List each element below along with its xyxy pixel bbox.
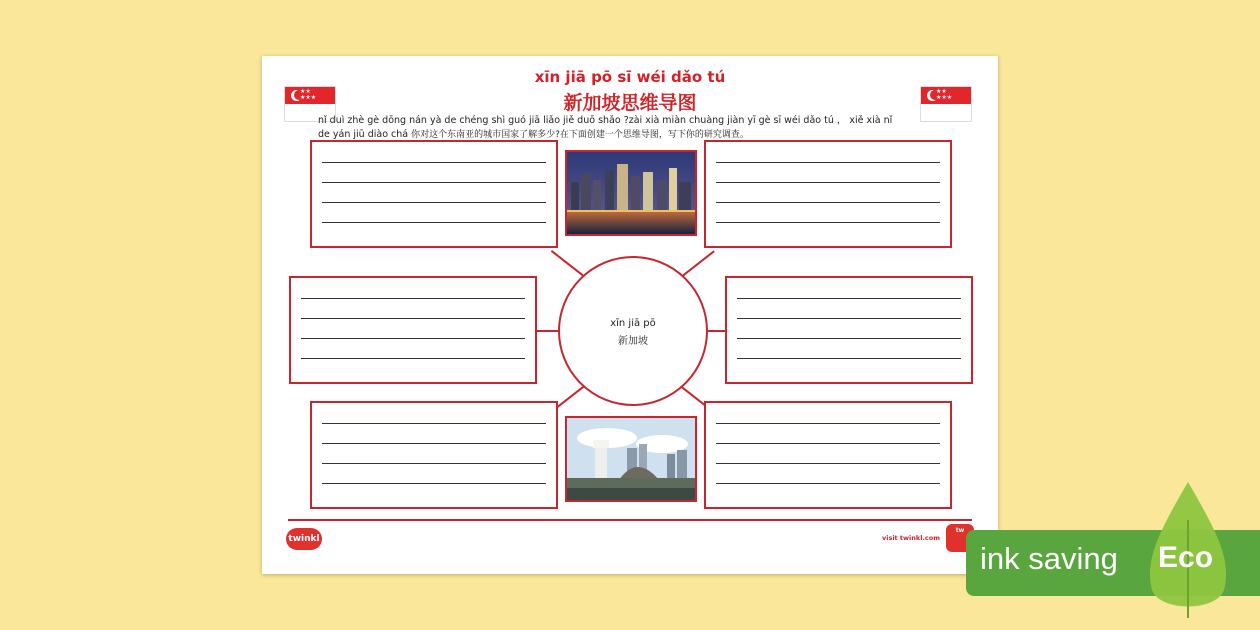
twinkl-logo: twinkl xyxy=(286,528,322,550)
writing-box-middle-left[interactable] xyxy=(289,276,537,384)
worksheet xyxy=(262,56,998,574)
center-pinyin: xīn jiā pō xyxy=(610,318,656,329)
eco-label: Eco xyxy=(1158,541,1214,574)
instruction-pinyin-line-1: nǐ duì zhè gè dōng nán yà de chéng shì guó jiā liǎo jiě duō shǎo ?zài xià miàn chuàng jiàn yī gè sī wéi dǎo tú ， xiě xià nǐ xyxy=(318,115,893,126)
title-chinese: 新加坡思维导图 xyxy=(563,92,697,114)
center-chinese: 新加坡 xyxy=(618,336,648,347)
singapore-skyline-night-photo xyxy=(565,150,697,236)
instructions xyxy=(318,114,938,142)
singapore-flag-right: ★★ ★★★ xyxy=(920,86,972,122)
connector-top-left xyxy=(551,250,584,276)
writing-box-bottom-left[interactable] xyxy=(310,401,558,509)
merlion-marina-bay-photo xyxy=(565,416,697,502)
writing-box-top-left[interactable] xyxy=(310,140,558,248)
writing-box-top-right[interactable] xyxy=(704,140,952,248)
title-pinyin: xīn jiā pō sī wéi dǎo tú xyxy=(534,68,726,86)
footer-link[interactable]: visit twinkl.com xyxy=(881,534,940,542)
footer-divider xyxy=(288,519,972,521)
center-topic-circle xyxy=(558,256,708,406)
instruction-chinese: 你对这个东南亚的城市国家了解多少?在下面创建一个思维导图，写下你的研究调查。 xyxy=(411,130,749,140)
twinkl-badge-logo: tw xyxy=(946,524,974,552)
instruction-pinyin-line-2: de yán jiū diào chá xyxy=(318,129,409,140)
singapore-flag-left: ★★ ★★★ xyxy=(284,86,336,122)
connector-top-right xyxy=(682,250,715,276)
writing-box-bottom-right[interactable] xyxy=(704,401,952,509)
ink-saving-label: ink saving xyxy=(980,541,1118,576)
connector-left xyxy=(534,330,558,332)
writing-box-middle-right[interactable] xyxy=(725,276,973,384)
